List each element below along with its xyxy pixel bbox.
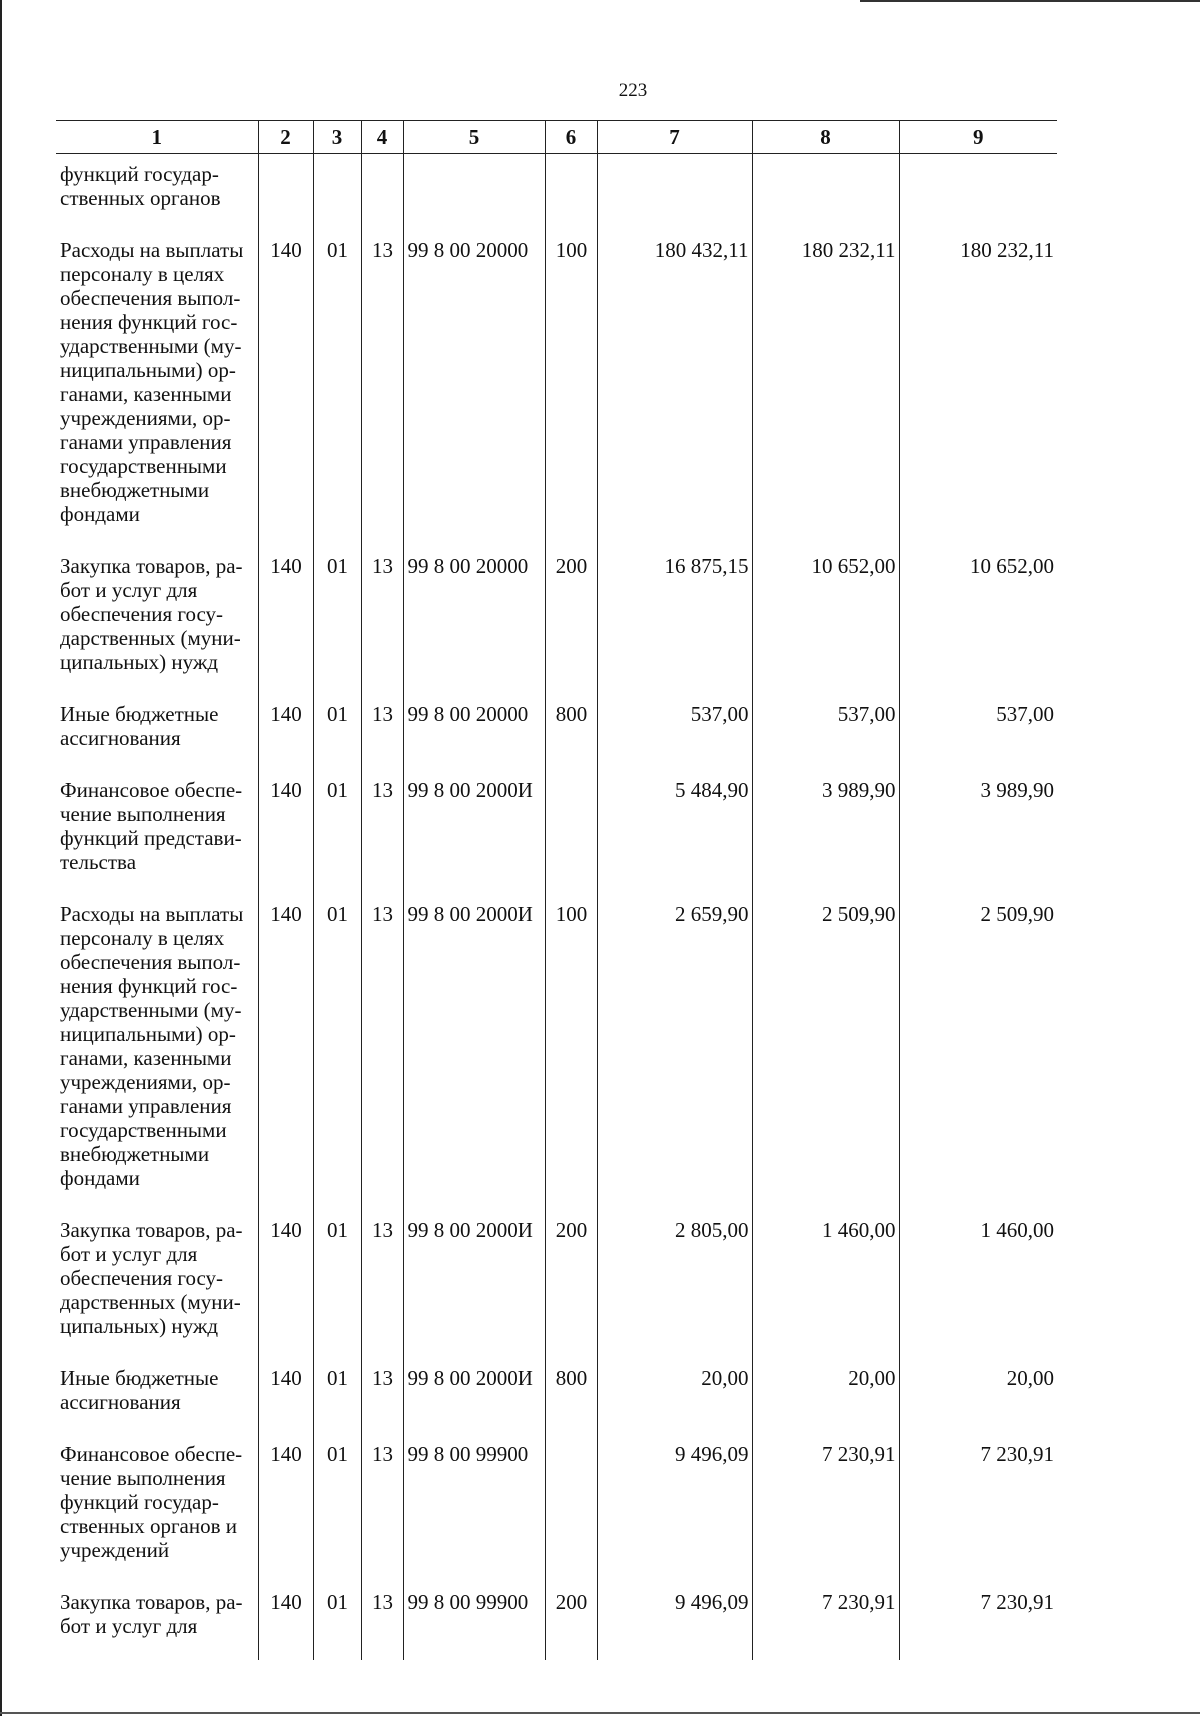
cell-gr: 140 bbox=[258, 1212, 313, 1360]
cell-value-3: 3 989,90 bbox=[899, 772, 1057, 896]
cell-csr: 99 8 00 99900 bbox=[403, 1436, 545, 1584]
cell-vr bbox=[545, 772, 597, 896]
cell-value-2: 7 230,91 bbox=[752, 1584, 899, 1660]
cell-name-line: Расходы на выплаты bbox=[60, 902, 244, 926]
col-header-7: 7 bbox=[597, 121, 752, 154]
cell-name-line: ганами, казенными bbox=[60, 382, 232, 406]
cell-pr: 13 bbox=[361, 772, 403, 896]
cell-name bbox=[56, 1436, 258, 1584]
cell-name-line: ганами управления bbox=[60, 1094, 232, 1118]
cell-pr: 13 bbox=[361, 232, 403, 548]
cell-name-line: ципальных) нужд bbox=[60, 1314, 219, 1338]
cell-name-line: учреждений bbox=[60, 1538, 170, 1562]
cell-name-line: ассигнования bbox=[60, 726, 181, 750]
cell-name-line: дарственных (муни- bbox=[60, 1290, 241, 1314]
cell-name-line: ственных органов и bbox=[60, 1514, 238, 1538]
cell-name-line: чение выполнения bbox=[60, 1466, 226, 1490]
page-number: 223 bbox=[618, 80, 648, 101]
scan-edge-left bbox=[0, 0, 2, 1716]
cell-value-1: 20,00 bbox=[597, 1360, 752, 1436]
cell-name-line: ганами управления bbox=[60, 430, 232, 454]
cell-name-line: ганами, казенными bbox=[60, 1046, 232, 1070]
cell-gr: 140 bbox=[258, 232, 313, 548]
cell-csr: 99 8 00 20000 bbox=[403, 696, 545, 772]
cell-pr: 13 bbox=[361, 696, 403, 772]
cell-name-line: обеспечения выпол- bbox=[60, 950, 241, 974]
table-row bbox=[56, 232, 1057, 548]
cell-csr: 99 8 00 2000И bbox=[403, 1360, 545, 1436]
cell-csr: 99 8 00 20000 bbox=[403, 232, 545, 548]
cell-name-line: Иные бюджетные bbox=[60, 702, 219, 726]
table-row bbox=[56, 1212, 1057, 1360]
cell-gr: 140 bbox=[258, 548, 313, 696]
col-header-5: 5 bbox=[403, 121, 545, 154]
cell-csr: 99 8 00 2000И bbox=[403, 772, 545, 896]
cell-gr: 140 bbox=[258, 896, 313, 1212]
cell-value-2: 2 509,90 bbox=[752, 896, 899, 1212]
table-row bbox=[56, 1436, 1057, 1584]
cell-name bbox=[56, 1360, 258, 1436]
cell-vr: 100 bbox=[545, 896, 597, 1212]
cell-name-line: ственных органов bbox=[60, 186, 221, 210]
cell-rz: 01 bbox=[313, 232, 361, 548]
cell-value-3: 7 230,91 bbox=[899, 1436, 1057, 1584]
cell-value-1 bbox=[597, 154, 752, 233]
cell-rz: 01 bbox=[313, 772, 361, 896]
cell-name-line: тельства bbox=[60, 850, 137, 874]
cell-name bbox=[56, 896, 258, 1212]
col-header-8: 8 bbox=[752, 121, 899, 154]
cell-rz: 01 bbox=[313, 1212, 361, 1360]
cell-vr: 100 bbox=[545, 232, 597, 548]
table-row bbox=[56, 548, 1057, 696]
cell-pr: 13 bbox=[361, 548, 403, 696]
cell-vr bbox=[545, 154, 597, 233]
cell-name-line: учреждениями, ор- bbox=[60, 406, 231, 430]
cell-rz: 01 bbox=[313, 696, 361, 772]
cell-name-line: бот и услуг для bbox=[60, 1614, 198, 1638]
cell-name-line: государственными bbox=[60, 1118, 227, 1142]
cell-gr: 140 bbox=[258, 772, 313, 896]
cell-name-line: бот и услуг для bbox=[60, 1242, 198, 1266]
cell-name-line: фондами bbox=[60, 502, 140, 526]
cell-name-line: дарственных (муни- bbox=[60, 626, 241, 650]
cell-value-1: 5 484,90 bbox=[597, 772, 752, 896]
cell-name-line: функций государ- bbox=[60, 1490, 219, 1514]
cell-value-1: 2 659,90 bbox=[597, 896, 752, 1212]
cell-gr: 140 bbox=[258, 1436, 313, 1584]
cell-name-line: Финансовое обеспе- bbox=[60, 1442, 243, 1466]
cell-vr: 200 bbox=[545, 548, 597, 696]
cell-name bbox=[56, 232, 258, 548]
cell-name-line: Закупка товаров, ра- bbox=[60, 1218, 243, 1242]
cell-value-3: 10 652,00 bbox=[899, 548, 1057, 696]
cell-vr: 800 bbox=[545, 1360, 597, 1436]
cell-name-line: нения функций гос- bbox=[60, 974, 238, 998]
cell-name-line: ниципальными) ор- bbox=[60, 1022, 236, 1046]
budget-table bbox=[56, 120, 1057, 1660]
table-row bbox=[56, 1584, 1057, 1660]
cell-value-2: 3 989,90 bbox=[752, 772, 899, 896]
col-header-9: 9 bbox=[899, 121, 1057, 154]
cell-value-3: 20,00 bbox=[899, 1360, 1057, 1436]
cell-value-3: 537,00 bbox=[899, 696, 1057, 772]
cell-value-1: 2 805,00 bbox=[597, 1212, 752, 1360]
col-header-3: 3 bbox=[313, 121, 361, 154]
cell-name-line: функций государ- bbox=[60, 162, 219, 186]
table-row bbox=[56, 154, 1057, 233]
cell-pr: 13 bbox=[361, 1436, 403, 1584]
cell-value-3: 180 232,11 bbox=[899, 232, 1057, 548]
cell-name bbox=[56, 1212, 258, 1360]
cell-gr: 140 bbox=[258, 696, 313, 772]
cell-name bbox=[56, 1584, 258, 1660]
cell-csr bbox=[403, 154, 545, 233]
cell-value-2: 537,00 bbox=[752, 696, 899, 772]
cell-value-1: 9 496,09 bbox=[597, 1584, 752, 1660]
cell-vr bbox=[545, 1436, 597, 1584]
header-row bbox=[56, 121, 1057, 154]
scan-edge-top bbox=[860, 0, 1200, 2]
cell-name-line: внебюджетными bbox=[60, 478, 210, 502]
cell-rz: 01 bbox=[313, 896, 361, 1212]
cell-name-line: Финансовое обеспе- bbox=[60, 778, 243, 802]
table-body bbox=[56, 154, 1057, 1661]
cell-value-1: 16 875,15 bbox=[597, 548, 752, 696]
cell-rz: 01 bbox=[313, 1584, 361, 1660]
cell-value-3: 2 509,90 bbox=[899, 896, 1057, 1212]
cell-value-2: 180 232,11 bbox=[752, 232, 899, 548]
cell-gr bbox=[258, 154, 313, 233]
cell-name-line: обеспечения выпол- bbox=[60, 286, 241, 310]
cell-name-line: внебюджетными bbox=[60, 1142, 210, 1166]
cell-name-line: нения функций гос- bbox=[60, 310, 238, 334]
cell-value-1: 9 496,09 bbox=[597, 1436, 752, 1584]
cell-vr: 200 bbox=[545, 1584, 597, 1660]
cell-name-line: чение выполнения bbox=[60, 802, 226, 826]
cell-pr: 13 bbox=[361, 896, 403, 1212]
cell-rz: 01 bbox=[313, 1360, 361, 1436]
cell-name-line: Расходы на выплаты bbox=[60, 238, 244, 262]
cell-name-line: бот и услуг для bbox=[60, 578, 198, 602]
cell-name-line: ударственными (му- bbox=[60, 998, 242, 1022]
table-row bbox=[56, 1360, 1057, 1436]
cell-pr: 13 bbox=[361, 1212, 403, 1360]
col-header-4: 4 bbox=[361, 121, 403, 154]
cell-name-line: государственными bbox=[60, 454, 227, 478]
cell-value-2 bbox=[752, 154, 899, 233]
cell-value-3: 1 460,00 bbox=[899, 1212, 1057, 1360]
cell-value-3 bbox=[899, 154, 1057, 233]
cell-pr bbox=[361, 154, 403, 233]
cell-name-line: ударственными (му- bbox=[60, 334, 242, 358]
cell-name bbox=[56, 548, 258, 696]
cell-gr: 140 bbox=[258, 1360, 313, 1436]
table-row bbox=[56, 772, 1057, 896]
cell-name-line: учреждениями, ор- bbox=[60, 1070, 231, 1094]
table-row bbox=[56, 896, 1057, 1212]
cell-name-line: ципальных) нужд bbox=[60, 650, 219, 674]
cell-name-line: фондами bbox=[60, 1166, 140, 1190]
cell-name-line: Иные бюджетные bbox=[60, 1366, 219, 1390]
cell-name-line: обеспечения госу- bbox=[60, 602, 224, 626]
cell-name-line: персоналу в целях bbox=[60, 926, 225, 950]
cell-name bbox=[56, 772, 258, 896]
col-header-2: 2 bbox=[258, 121, 313, 154]
cell-name bbox=[56, 696, 258, 772]
cell-name-line: ассигнования bbox=[60, 1390, 181, 1414]
cell-name-line: ниципальными) ор- bbox=[60, 358, 236, 382]
cell-pr: 13 bbox=[361, 1360, 403, 1436]
cell-value-2: 20,00 bbox=[752, 1360, 899, 1436]
cell-csr: 99 8 00 2000И bbox=[403, 896, 545, 1212]
cell-csr: 99 8 00 20000 bbox=[403, 548, 545, 696]
cell-value-2: 10 652,00 bbox=[752, 548, 899, 696]
cell-name-line: персоналу в целях bbox=[60, 262, 225, 286]
col-header-6: 6 bbox=[545, 121, 597, 154]
cell-name-line: Закупка товаров, ра- bbox=[60, 554, 243, 578]
table-row bbox=[56, 696, 1057, 772]
cell-name bbox=[56, 154, 258, 233]
cell-value-2: 1 460,00 bbox=[752, 1212, 899, 1360]
col-header-1: 1 bbox=[56, 121, 258, 154]
cell-vr: 200 bbox=[545, 1212, 597, 1360]
cell-value-1: 537,00 bbox=[597, 696, 752, 772]
cell-value-1: 180 432,11 bbox=[597, 232, 752, 548]
cell-name-line: обеспечения госу- bbox=[60, 1266, 224, 1290]
cell-name-line: Закупка товаров, ра- bbox=[60, 1590, 243, 1614]
cell-rz: 01 bbox=[313, 548, 361, 696]
cell-csr: 99 8 00 99900 bbox=[403, 1584, 545, 1660]
cell-vr: 800 bbox=[545, 696, 597, 772]
cell-rz bbox=[313, 154, 361, 233]
cell-pr: 13 bbox=[361, 1584, 403, 1660]
cell-value-2: 7 230,91 bbox=[752, 1436, 899, 1584]
cell-csr: 99 8 00 2000И bbox=[403, 1212, 545, 1360]
cell-gr: 140 bbox=[258, 1584, 313, 1660]
scan-edge-bottom bbox=[0, 1712, 1200, 1714]
cell-value-3: 7 230,91 bbox=[899, 1584, 1057, 1660]
cell-rz: 01 bbox=[313, 1436, 361, 1584]
cell-name-line: функций представи- bbox=[60, 826, 242, 850]
